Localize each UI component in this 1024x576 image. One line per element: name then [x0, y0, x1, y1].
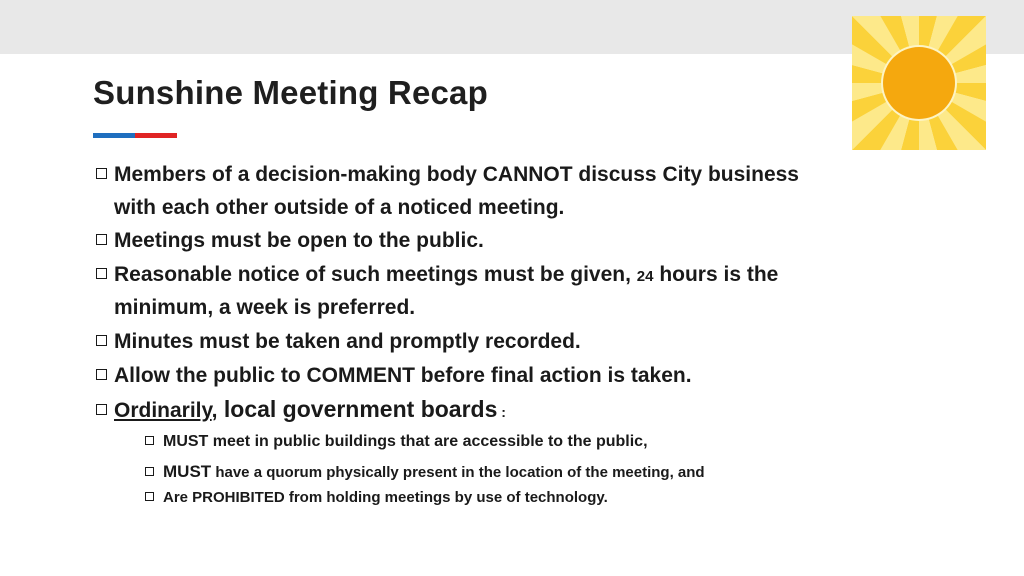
bullet-text: local government boards: [217, 396, 498, 422]
bullet-continuation: minimum, a week is preferred.: [114, 296, 416, 319]
bullet-text: Reasonable notice of such meetings must be given,: [114, 263, 637, 286]
bullet-continuation: with each other outside of a noticed meeting.: [114, 196, 565, 219]
sub-bullet-text: MUST meet in public buildings that are accessible to the public,: [163, 433, 648, 450]
sun-icon: [852, 16, 986, 150]
checkbox-bullet-icon: [96, 335, 107, 346]
list-item: [96, 396, 506, 423]
sub-bullet-emphasis: MUST: [163, 462, 212, 481]
bullet-text: ,: [211, 399, 218, 422]
checkbox-bullet-icon: [145, 436, 154, 445]
list-item: [96, 364, 692, 388]
checkbox-bullet-icon: [96, 234, 107, 245]
bullet-emphasis: Ordinarily: [114, 399, 212, 422]
checkbox-bullet-icon: [96, 369, 107, 380]
sub-bullet-text: have a quorum physically present in the location of the meeting, and: [211, 464, 705, 481]
sub-list-item: [145, 489, 608, 507]
bullet-text: Meetings must be open to the public.: [114, 229, 484, 252]
list-item: [96, 263, 778, 287]
checkbox-bullet-icon: [96, 168, 107, 179]
accent-blue: [93, 133, 135, 138]
sub-list-item: [145, 433, 648, 451]
bullet-text: Members of a decision-making body CANNOT discuss City business: [114, 163, 799, 186]
sub-list-item: [145, 462, 705, 482]
list-item: [96, 163, 799, 187]
bullet-text: hours is the: [653, 263, 779, 286]
bullet-text: Minutes must be taken and promptly recorded.: [114, 330, 581, 353]
checkbox-bullet-icon: [96, 268, 107, 279]
checkbox-bullet-icon: [145, 467, 154, 476]
bullet-text: Allow the public to COMMENT before final action is taken.: [114, 364, 692, 387]
list-item: [96, 229, 484, 253]
checkbox-bullet-icon: [96, 404, 107, 415]
bullet-number: 24: [636, 268, 654, 285]
accent-red: [135, 133, 177, 138]
checkbox-bullet-icon: [145, 492, 154, 501]
sub-bullet-text: Are PROHIBITED from holding meetings by use of technology.: [163, 489, 608, 506]
page-title: Sunshine Meeting Recap: [93, 74, 488, 111]
bullet-text: :: [497, 404, 506, 420]
list-item: [96, 330, 581, 354]
title-accent-bar: [93, 133, 177, 138]
